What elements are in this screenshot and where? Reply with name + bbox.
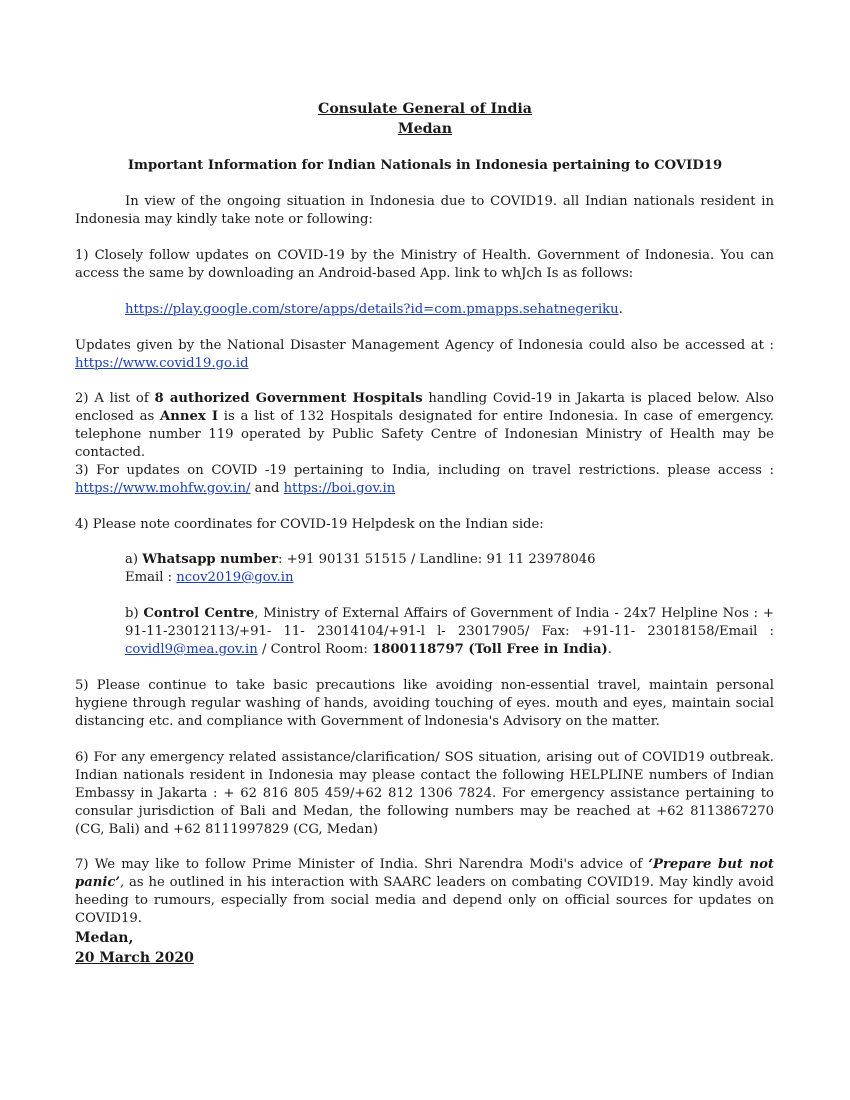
item-1-paragraph: 1) Closely follow updates on COVID-19 by the Ministry of Health. Government of Indonesia. You can access the same by downloading an Android-based App. link to whJch Is as follows: [75, 248, 774, 281]
ncov-email-link[interactable]: ncov2019@gov.in [176, 570, 294, 585]
mohfw-link[interactable]: https://www.mohfw.gov.in/ [75, 481, 251, 496]
boi-link[interactable]: https://boi.gov.in [283, 481, 396, 496]
item-2-bold-annex: Annex I [160, 409, 219, 424]
item-7-paragraph [75, 856, 774, 928]
play-store-link[interactable]: https://play.google.com/store/apps/details?id=com.pmapps.sehatnegeriku [125, 302, 619, 317]
signature-date: 20 March 2020 [75, 950, 194, 966]
item-4b-prefix: b) [125, 606, 144, 621]
item-4b-paragraph [125, 605, 774, 659]
toll-free-number: 1800118797 (Toll Free in India) [372, 642, 608, 657]
item-6-paragraph: 6) For any emergency related assistance/clarification/ SOS situation, arising out of COVID19 outbreak. Indian nationals resident in Indonesia may please contact the following HELPLINE numbers of Indian Embassy in Jakarta : + 62 816 805 459/+62 812 1306 7824. For emergency assistance pertaining to consular jurisdiction of Bali and Medan, the following numbers may be reached at +62 8113867270 (CG, Bali) and +62 8111997829 (CG, Medan) [75, 750, 774, 837]
title-city: Medan [397, 121, 453, 137]
link-period: . [618, 302, 623, 317]
mea-email-link[interactable]: covidl9@mea.gov.in [125, 642, 258, 657]
item-4a-paragraph [125, 551, 774, 587]
item-2-text-d: is a list of 132 Hospitals designated for entire Indonesia. In case of emergency. telephone number 119 operated by Public Safety Centre of Indonesian Ministry of Health may be contacted. [75, 409, 774, 460]
intro-paragraph: In view of the ongoing situation in Indonesia due to COVID19. all Indian nationals resident in Indonesia may kindly take note or following: [75, 194, 774, 227]
email-label: Email : [125, 570, 177, 585]
control-centre-text: , Ministry of External Affairs of Government of India - 24x7 Helpline Nos : + 91-11-23012113/+91- 11- 23014104/+91-l l- 23017905/ Fax: +91-11- 23018158/Email : [125, 606, 774, 639]
item-1-link-line [125, 301, 774, 319]
prepare-not-panic-quote: ‘Prepare but not panic’ [75, 857, 774, 890]
item-3-and: and [250, 481, 284, 496]
item-2-paragraph [75, 390, 774, 462]
item-4b-end: . [607, 642, 612, 657]
whatsapp-numbers: : +91 90131 51515 / Landline: 91 11 23978046 [277, 552, 596, 567]
item-4-paragraph: 4) Please note coordinates for COVID-19 Helpdesk on the Indian side: [75, 517, 544, 532]
item-2-text-a: 2) A list of [75, 391, 155, 406]
item-3-paragraph [75, 462, 774, 498]
item-7-text-b: , as he outlined in his interaction with SAARC leaders on combating COVID19. May kindly avoid heeding to rumours, especially from social media and depend only on official sources for updates on COVID19. [75, 875, 774, 926]
item-4a-prefix: a) [125, 552, 143, 567]
updates-text: Updates given by the National Disaster Management Agency of Indonesia could also be accessed at : [75, 338, 774, 353]
control-centre-label: Control Centre [143, 606, 255, 621]
item-2-bold-hospitals: 8 authorized Government Hospitals [154, 391, 423, 406]
covid19-go-id-link[interactable]: https://www.covid19.go.id [75, 356, 249, 371]
updates-paragraph [75, 337, 774, 373]
item-7-text-a: 7) We may like to follow Prime Minister of India. Shri Narendra Modi's advice of [75, 857, 649, 872]
signature-place: Medan, [75, 930, 134, 946]
title-consulate: Consulate General of India [318, 101, 532, 117]
item-2-text-c: handling Covid-19 in Jakarta is placed below. Also enclosed as [75, 391, 774, 424]
item-5-paragraph: 5) Please continue to take basic precautions like avoiding non-essential travel, maintain personal hygiene through regular washing of hands, avoiding touching of eyes. mouth and eyes, maintain social distancing etc. and compliance with Government of lndonesia's Advisory on the matter. [75, 678, 774, 729]
whatsapp-label: Whatsapp number [142, 552, 278, 567]
document-subtitle: Important Information for Indian Nationals in Indonesia pertaining to COVID19 [127, 158, 723, 173]
control-room-label: / Control Room: [257, 642, 373, 657]
item-3-text: 3) For updates on COVID -19 pertaining to India, including on travel restrictions. please access : [75, 463, 774, 478]
